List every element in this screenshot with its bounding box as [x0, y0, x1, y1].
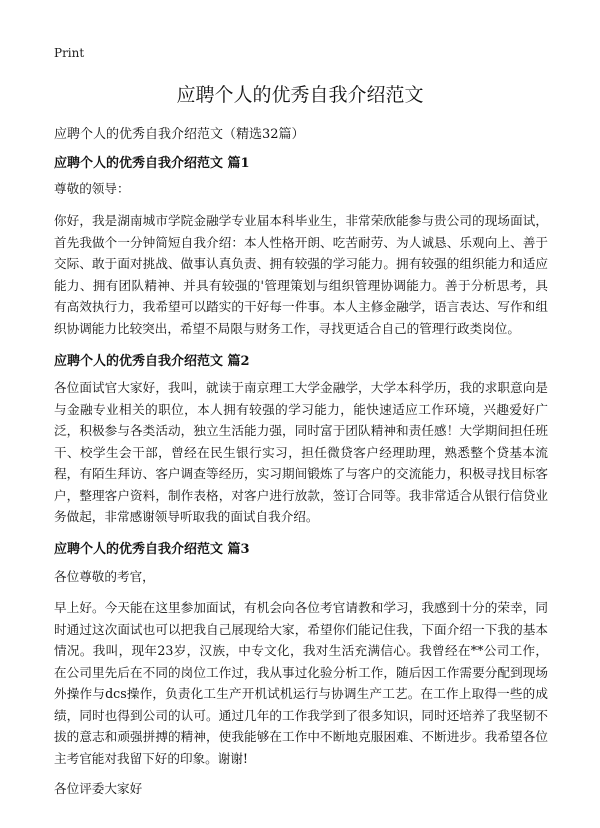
section-heading-1: 应聘个人的优秀自我介绍范文 篇1 — [54, 156, 250, 171]
closing-line: 各位评委大家好 — [54, 781, 143, 796]
document-subtitle: 应聘个人的优秀自我介绍范文（精选32篇） — [54, 127, 305, 142]
section-3-body: 早上好。今天能在这里参加面试，有机会向各位考官请教和学习，我感到十分的荣幸，同时通过这次面试也可以把我自己展现给大家，希望你们能记住我，下面介绍一下我的基本情况。我叫，现年23岁，汉族，中专文化，我对生活充满信心。我曾经在**公司工作，在公司里先后在不同的岗位工作过，我从事过化验分析工作，随后因工作需要分配到现场外操作与dcs操作，负责化工生产开机试机运行与协调生产工艺。在工作上取得一些的成绩，同时也得到公司的认可。通过几年的工作我学到了很多知识，同时还培养了我坚韧不拔的意志和顽强拼搏的精神，使我能够在工作中不断地克服困难、不断进步。我希望各位主考官能对我留下好的印象。谢谢! — [54, 600, 548, 766]
section-2-body: 各位面试官大家好，我叫，就读于南京理工大学金融学，大学本科学历，我的求职意向是与金融专业相关的职位，本人拥有较强的学习能力，能快速适应工作环境，兴趣爱好广泛，积极参与各类活动，独立生活能力强，同时富于团队精神和责任感！大学期间担任班干、校学生会干部，曾经在民生银行实习，担任微贷客户经理助理，熟悉整个贷基本流程，有陌生拜访、客户调查等经历，实习期间锻炼了与客户的交流能力，积极寻找目标客户，整理客户资料，制作表格，对客户进行放款，签订合同等。我非常适合从银行信贷业务做起，非常感谢领导听取我的面试自我介绍。 — [54, 380, 548, 524]
page-title: 应聘个人的优秀自我介绍范文 — [176, 84, 424, 106]
section-heading-3: 应聘个人的优秀自我介绍范文 篇3 — [54, 542, 250, 557]
section-1-body: 你好，我是湖南城市学院金融学专业届本科毕业生，非常荣欣能参与贵公司的现场面试，首先我做个一分钟简短自我介绍：本人性格开朗、吃苦耐劳、为人诚恳、乐观向上、善于交际、敢于面对挑战、做事认真负责、拥有较强的学习能力。拥有较强的组织能力和适应能力、拥有团队精神、并具有较强的'管理策划与组织管理协调能力。善于分析思考，具有高效执行力，我希望可以踏实的干好每一件事。本人主修金融学，语言表达、写作和组织协调能力比较突出，希望不局限与财务工作，寻找更适合自己的管理行政类岗位。 — [54, 213, 548, 336]
section-heading-2: 应聘个人的优秀自我介绍范文 篇2 — [54, 354, 250, 369]
print-link[interactable]: Print — [54, 46, 85, 60]
section-1-salutation: 尊敬的领导： — [54, 181, 130, 196]
section-3-salutation: 各位尊敬的考官， — [54, 569, 155, 584]
